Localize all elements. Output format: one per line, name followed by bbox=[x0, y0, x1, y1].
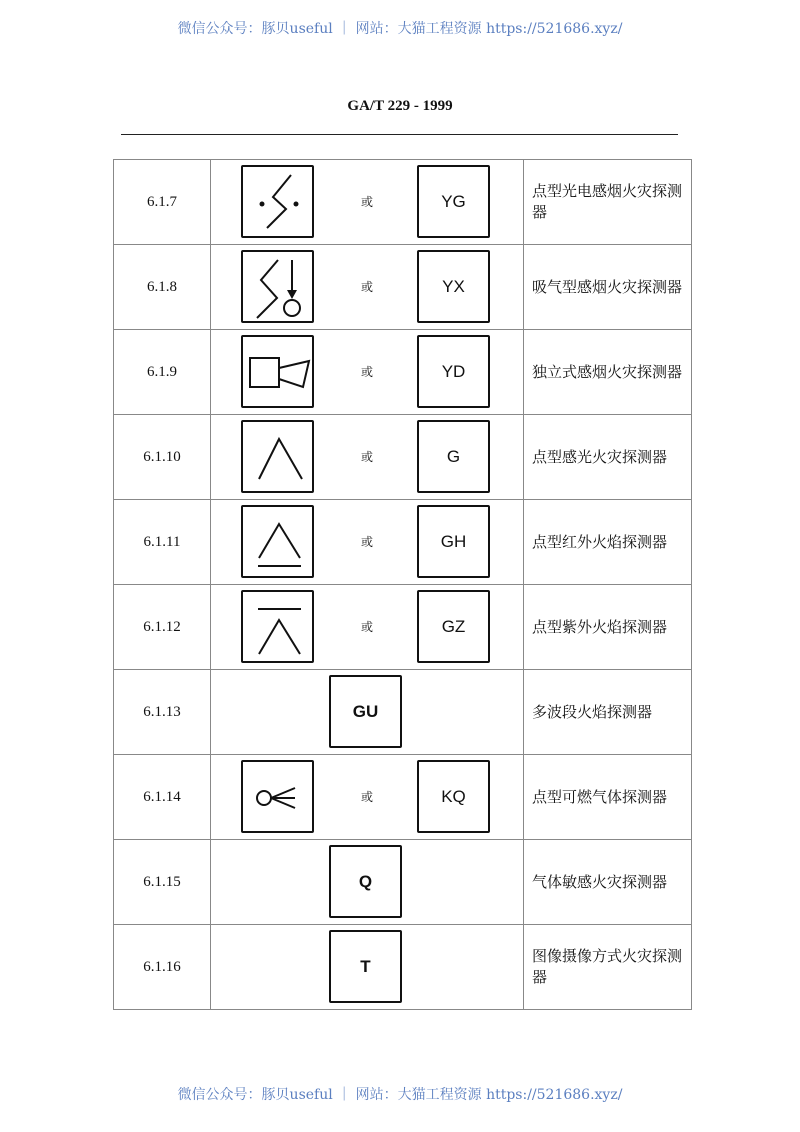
clause-number: 6.1.14 bbox=[114, 755, 211, 840]
symbol-cell bbox=[211, 840, 524, 925]
or-label: 或 bbox=[361, 365, 374, 379]
code-symbol: YD bbox=[417, 335, 490, 408]
detector-name: 多波段火焰探测器 bbox=[524, 670, 692, 755]
code-symbol: YX bbox=[417, 250, 490, 323]
or-label: 或 bbox=[361, 280, 374, 294]
detector-name: 点型感光火灾探测器 bbox=[524, 415, 692, 500]
header-rule bbox=[121, 134, 678, 135]
code-symbol: GH bbox=[417, 505, 490, 578]
flame-ultraviolet-symbol-icon bbox=[241, 590, 314, 663]
detector-name: 气体敏感火灾探测器 bbox=[524, 840, 692, 925]
code-symbol: Q bbox=[329, 845, 402, 918]
detector-name: 点型光电感烟火灾探测器 bbox=[524, 160, 692, 245]
detector-name: 点型可燃气体探测器 bbox=[524, 755, 692, 840]
table-row bbox=[114, 755, 692, 840]
code-symbol: GZ bbox=[417, 590, 490, 663]
or-label: 或 bbox=[361, 790, 374, 804]
or-label: 或 bbox=[361, 195, 374, 209]
or-label: 或 bbox=[361, 450, 374, 464]
symbol-cell bbox=[211, 160, 524, 245]
clause-number: 6.1.7 bbox=[114, 160, 211, 245]
table-row bbox=[114, 330, 692, 415]
flame-infrared-symbol-icon bbox=[241, 505, 314, 578]
clause-number: 6.1.12 bbox=[114, 585, 211, 670]
symbol-table bbox=[113, 159, 692, 1010]
watermark-bottom: 微信公众号：豚贝useful ｜ 网站：大猫工程资源 https://521686.xyz/ bbox=[177, 1087, 623, 1103]
watermark-top: 微信公众号：豚贝useful ｜ 网站：大猫工程资源 https://521686.xyz/ bbox=[177, 21, 623, 37]
standard-header: GA/T 229 - 1999 bbox=[347, 98, 453, 114]
code-symbol: T bbox=[329, 930, 402, 1003]
table-row bbox=[114, 585, 692, 670]
or-label: 或 bbox=[361, 620, 374, 634]
detector-name: 吸气型感烟火灾探测器 bbox=[524, 245, 692, 330]
code-symbol: G bbox=[417, 420, 490, 493]
detector-name: 图像摄像方式火灾探测器 bbox=[524, 925, 692, 1010]
symbol-cell bbox=[211, 755, 524, 840]
symbol-cell bbox=[211, 925, 524, 1010]
symbol-cell bbox=[211, 330, 524, 415]
or-label: 或 bbox=[361, 535, 374, 549]
clause-number: 6.1.8 bbox=[114, 245, 211, 330]
smoke-aspirating-symbol-icon bbox=[241, 250, 314, 323]
code-symbol: GU bbox=[329, 675, 402, 748]
clause-number: 6.1.10 bbox=[114, 415, 211, 500]
detector-name: 点型红外火焰探测器 bbox=[524, 500, 692, 585]
table-row bbox=[114, 160, 692, 245]
table-row bbox=[114, 670, 692, 755]
detector-name: 独立式感烟火灾探测器 bbox=[524, 330, 692, 415]
clause-number: 6.1.13 bbox=[114, 670, 211, 755]
symbol-cell bbox=[211, 245, 524, 330]
symbol-cell bbox=[211, 415, 524, 500]
table-row bbox=[114, 245, 692, 330]
table-row bbox=[114, 500, 692, 585]
table-row bbox=[114, 840, 692, 925]
code-symbol: YG bbox=[417, 165, 490, 238]
detector-name: 点型紫外火焰探测器 bbox=[524, 585, 692, 670]
clause-number: 6.1.16 bbox=[114, 925, 211, 1010]
flame-light-symbol-icon bbox=[241, 420, 314, 493]
smoke-standalone-symbol-icon bbox=[241, 335, 314, 408]
symbol-cell bbox=[211, 500, 524, 585]
clause-number: 6.1.9 bbox=[114, 330, 211, 415]
combustible-gas-symbol-icon bbox=[241, 760, 314, 833]
clause-number: 6.1.15 bbox=[114, 840, 211, 925]
table-row bbox=[114, 415, 692, 500]
symbol-cell bbox=[211, 585, 524, 670]
clause-number: 6.1.11 bbox=[114, 500, 211, 585]
table-row bbox=[114, 925, 692, 1010]
symbol-cell bbox=[211, 670, 524, 755]
code-symbol: KQ bbox=[417, 760, 490, 833]
smoke-photoelectric-symbol-icon bbox=[241, 165, 314, 238]
